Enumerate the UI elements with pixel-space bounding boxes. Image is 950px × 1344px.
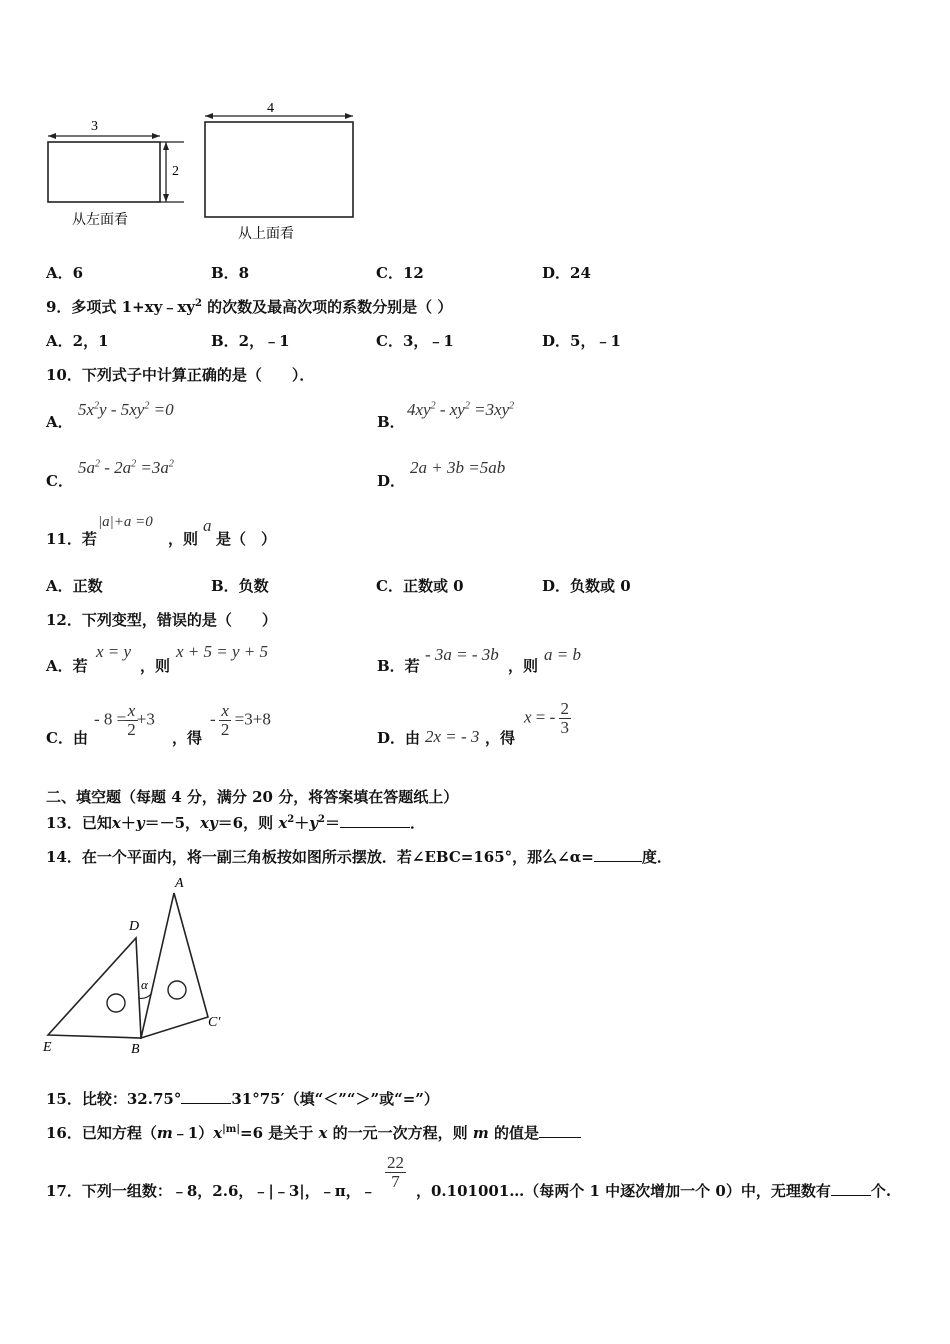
- q12-d-result: x = - $\frac{2}{3}$: [524, 699, 570, 737]
- q17-stem-post: ，0.101001…（每两个 1 中逐次增加一个 0）中，无理数有 个.: [416, 1182, 892, 1200]
- label-b: B: [131, 1042, 140, 1057]
- q11-num: 11．若: [46, 530, 97, 548]
- q12-a-result: x + 5 = y + 5: [176, 642, 269, 661]
- q11-var: a: [203, 516, 212, 535]
- q10-option-d-label: D．: [377, 472, 406, 490]
- q12-stem: 12．下列变型，错误的是（ ）: [46, 611, 277, 629]
- top-width-label: 4: [267, 101, 274, 116]
- q12-d-pre: D．由: [377, 729, 421, 747]
- triangle-ebd: [48, 938, 141, 1038]
- triangle-figure: [38, 870, 228, 1060]
- q12-c-then: ，得: [172, 729, 203, 747]
- q11-option-c: C．正数或 0: [376, 577, 464, 595]
- label-a: A: [175, 876, 184, 891]
- left-caption: 从左面看: [72, 213, 128, 228]
- q12-b-pre: B．若: [377, 657, 420, 675]
- q10-option-b-expr: $4xy^2 - xy^2 =3xy^2$: [407, 400, 515, 419]
- q15-answer-blank: [181, 1089, 231, 1104]
- q8-option-b: B．8: [211, 264, 250, 282]
- q11-condition: |a|+a =0: [98, 514, 153, 530]
- q10-option-c-label: C．: [46, 472, 73, 490]
- q10-stem: 10．下列式子中计算正确的是（ ）．: [46, 366, 315, 384]
- q10-option-a-label: A．: [46, 413, 73, 431]
- section2-title: 二、填空题（每题 4 分，满分 20 分，将答案填在答题纸上）: [46, 788, 459, 806]
- q12-c-cond: - 8 = $\frac{x}{2}$ +3: [94, 701, 155, 739]
- q12-a-then: ，则: [140, 657, 171, 675]
- q12-d-cond: 2x = - 3: [425, 727, 480, 746]
- q12-b-cond: - 3a = - 3b: [425, 645, 499, 664]
- q12-c-result: - $\frac{x}{2}$ =3+8: [210, 701, 271, 739]
- q11-option-d: D．负数或 0: [542, 577, 631, 595]
- three-view-figure: [42, 100, 362, 246]
- q9-stem: 9．多项式 $1+xy﹣xy^2$ 的次数及最高次项的系数分别是（ ）: [46, 298, 453, 316]
- q17-fraction: $\frac{22}{7}$: [387, 1153, 404, 1191]
- left-width-label: 3: [91, 119, 98, 134]
- q8-option-a: A．6: [46, 264, 84, 282]
- q16-stem: 16．已知方程$(m﹣1)x^{|m|}=6$ 是关于 x 的一元一次方程，则 m 的值是: [46, 1122, 581, 1143]
- q9-option-b: B．2，﹣1: [211, 332, 290, 350]
- q10-option-c-expr: $5a^2 - 2a^2 =3a^2$: [78, 458, 174, 477]
- q13-stem: 13．已知x＋y＝－5，xy＝6，则 $x^2+y^2=$ ．: [46, 814, 425, 832]
- q10-option-d-expr: 2a + 3b =5ab: [410, 458, 506, 477]
- q11-mid: ，则: [168, 530, 199, 548]
- q10-option-a-expr: $5x^2y - 5xy^2 =0$: [78, 400, 174, 419]
- label-alpha: α: [141, 977, 148, 992]
- q17-stem-pre: 17．下列一组数：﹣8，2.6，﹣|﹣3|，﹣π，﹣: [46, 1182, 376, 1200]
- left-height-label: 2: [172, 164, 179, 179]
- triangle-abc: [141, 893, 208, 1038]
- q12-b-then: ，则: [508, 657, 539, 675]
- q13-answer-blank: [340, 813, 410, 828]
- label-c: C′: [208, 1015, 221, 1030]
- q14-answer-blank: [594, 847, 642, 862]
- q9-option-a: A．2，1: [46, 332, 109, 350]
- q9-option-d: D．5，﹣1: [542, 332, 621, 350]
- q11-option-b: B．负数: [211, 577, 269, 595]
- q10-option-b-label: B．: [377, 413, 405, 431]
- q12-c-pre: C．由: [46, 729, 88, 747]
- q16-answer-blank: [539, 1123, 581, 1138]
- q11-option-a: A．正数: [46, 577, 103, 595]
- q14-stem: 14．在一个平面内，将一副三角板按如图所示摆放．若∠EBC=165°，那么∠α= 度．: [46, 848, 672, 866]
- q9-option-c: C．3，﹣1: [376, 332, 454, 350]
- q8-option-d: D．24: [542, 264, 591, 282]
- label-e: E: [43, 1040, 52, 1055]
- q15-stem: 15．比较：32.75° 31°75′（填“＜”“＞”或“=”）: [46, 1090, 439, 1108]
- q11-tail: 是（ ）: [216, 530, 277, 548]
- top-view-rect: [205, 122, 353, 217]
- q12-a-pre: A．若: [46, 657, 88, 675]
- q12-a-cond: x = y: [96, 642, 132, 661]
- left-view-rect: [48, 142, 160, 202]
- label-d: D: [129, 919, 140, 934]
- top-caption: 从上面看: [238, 227, 294, 242]
- q12-d-then: ，得: [485, 729, 516, 747]
- q17-answer-blank: [831, 1181, 871, 1196]
- hole-left: [107, 994, 125, 1012]
- q8-option-c: C．12: [376, 264, 424, 282]
- hole-right: [168, 981, 186, 999]
- q12-b-result: a = b: [544, 645, 581, 664]
